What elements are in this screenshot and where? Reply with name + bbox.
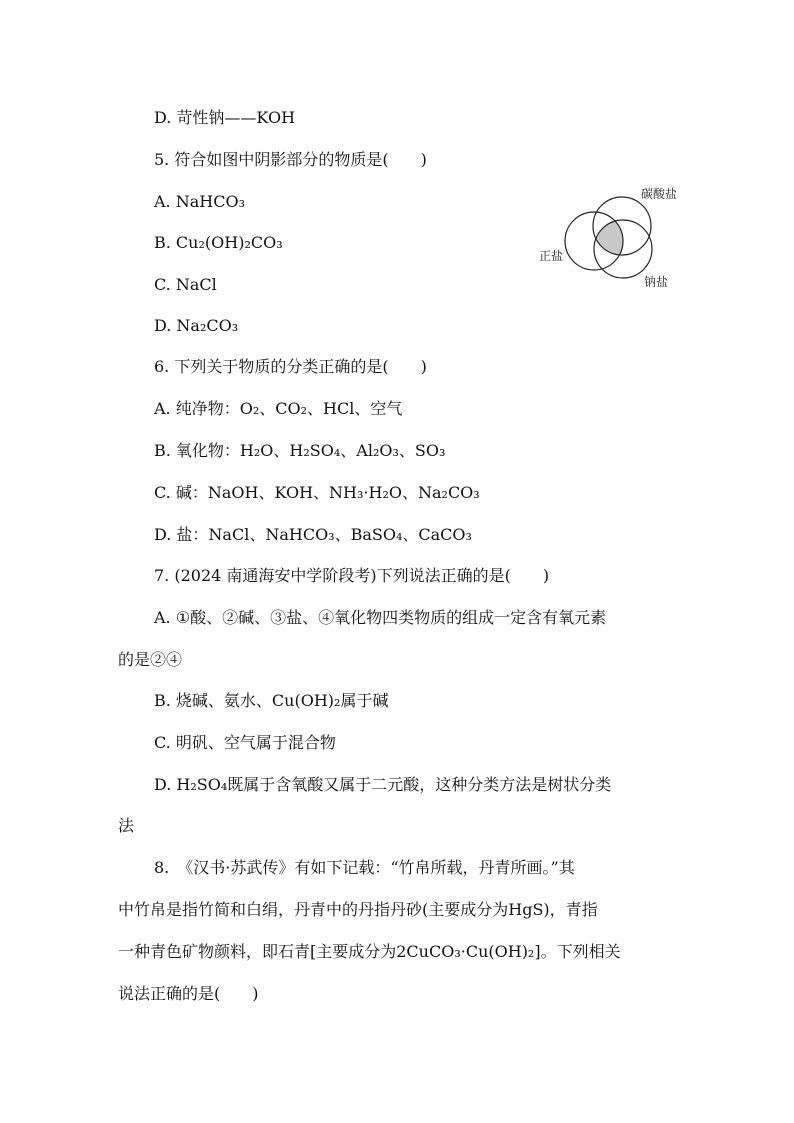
question-8-line4: 说法正确的是( ): [118, 984, 259, 1003]
question-6-option-c: C. 碱：NaOH、KOH、NH₃·H₂O、Na₂CO₃: [154, 483, 480, 502]
question-7-stem: 7. (2024 南通海安中学阶段考)下列说法正确的是( ): [154, 566, 550, 585]
question-6-option-a: A. 纯净物：O₂、CO₂、HCl、空气: [154, 399, 403, 418]
question-5-stem: 5. 符合如图中阴影部分的物质是( ): [154, 150, 427, 169]
label-sodium-salt: 钠盐: [644, 275, 669, 289]
question-5-option-a: A. NaHCO₃: [154, 192, 245, 211]
question-6-option-d: D. 盐：NaCl、NaHCO₃、BaSO₄、CaCO₃: [154, 525, 472, 544]
question-5-option-d: D. Na₂CO₃: [154, 316, 239, 335]
question-6-stem: 6. 下列关于物质的分类正确的是( ): [154, 357, 427, 376]
question-4-option-d: D. 苛性钠——KOH: [154, 108, 296, 127]
question-7-option-a-line2: 的是②④: [118, 650, 183, 669]
question-5-option-b: B. Cu₂(OH)₂CO₃: [154, 233, 283, 252]
question-7-option-a-line1: A. ①酸、②碱、③盐、④氧化物四类物质的组成一定含有氧元素: [154, 608, 607, 627]
question-6-option-b: B. 氧化物：H₂O、H₂SO₄、Al₂O₃、SO₃: [154, 441, 446, 460]
question-8-line1: 8. 《汉书·苏武传》有如下记载：“竹帛所载，丹青所画。”其: [154, 858, 575, 877]
question-7-option-b: B. 烧碱、氨水、Cu(OH)₂属于碱: [154, 691, 389, 710]
question-8-line3: 一种青色矿物颜料，即石青[主要成分为2CuCO₃·Cu(OH)₂]。下列相关: [118, 942, 621, 961]
venn-diagram: [530, 180, 700, 300]
label-normal-salt: 正盐: [539, 249, 564, 263]
venn-diagram-svg: [530, 180, 700, 300]
label-carbonate: 碳酸盐: [641, 187, 678, 201]
question-5-option-c: C. NaCl: [154, 275, 217, 294]
question-7-option-d-line1: D. H₂SO₄既属于含氧酸又属于二元酸，这种分类方法是树状分类: [154, 775, 612, 794]
question-8-line2: 中竹帛是指竹简和白绢，丹青中的丹指丹砂(主要成分为HgS)，青指: [118, 900, 598, 919]
sodium-salt-circle: [594, 220, 652, 278]
question-7-option-c: C. 明矾、空气属于混合物: [154, 733, 336, 752]
question-7-option-d-line2: 法: [118, 816, 135, 835]
